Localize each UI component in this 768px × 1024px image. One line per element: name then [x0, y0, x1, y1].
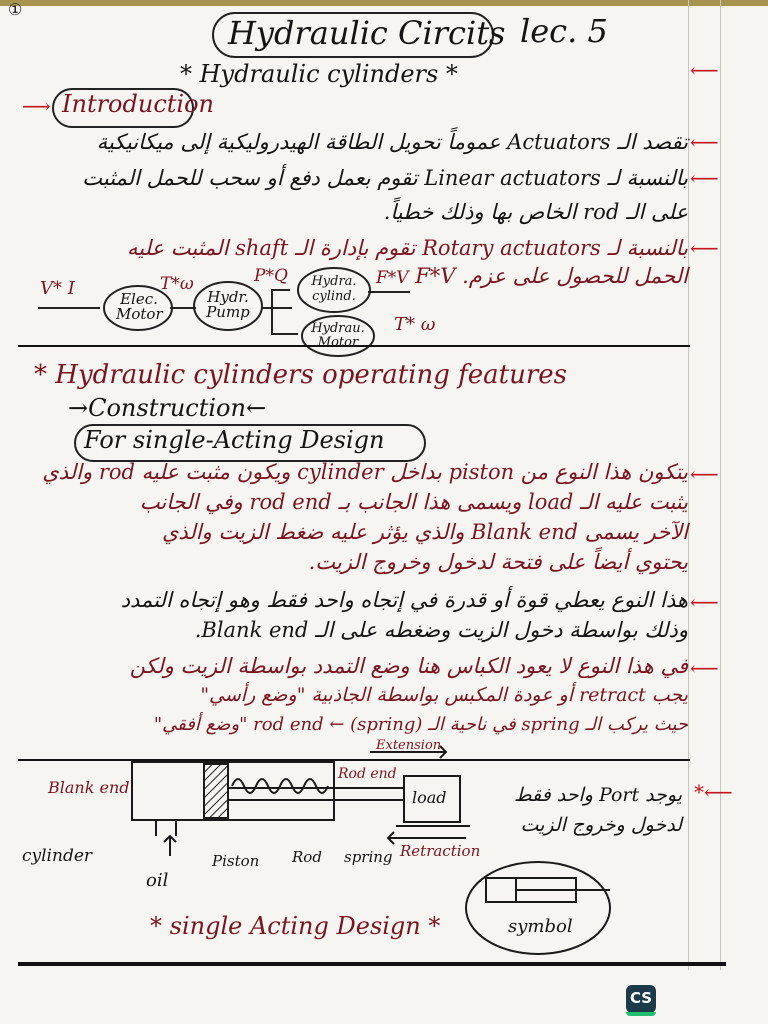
rod-label: Rod [292, 848, 322, 866]
intro-line-3: على الـ rod الخاص بها وذلك خطياً. [383, 200, 688, 224]
cylinder-body [132, 762, 334, 820]
lecture-label: lec. 5 [520, 12, 608, 50]
design-label: For single-Acting Design [84, 426, 385, 454]
flow-input-label: V* I [40, 278, 75, 299]
star-arrow-icon: *⟵ [694, 780, 733, 804]
flow-node-pump: Hydr. Pump [206, 288, 250, 321]
symbol-label: symbol [508, 916, 573, 937]
flow-link-1: T*ω [160, 274, 194, 294]
port-note: يوجد Port واحد فقط لدخول وخروج الزيت [513, 784, 682, 836]
retraction-label: Retraction [400, 842, 481, 860]
para1-line-2: يثبت عليه الـ load ويسمى هذا الجانب بـ rod end وفي الجانب [139, 490, 688, 514]
symbol-bubble [466, 862, 610, 954]
piston-head [204, 764, 228, 818]
cylinder-label: cylinder [22, 846, 93, 866]
intro-arrow-icon: ⟶ [22, 94, 51, 118]
para1-line-4: يحتوي أيضاً على فتحة لدخول وخروج الزيت. [308, 550, 688, 574]
flow-node-motor: Elec. Motor [116, 290, 163, 323]
margin-arrow-icon: ⟵ [690, 590, 719, 614]
oil-label: oil [146, 870, 169, 891]
margin-arrow-icon: ⟵ [690, 130, 719, 154]
para3-line-3: حيث يركب الـ spring في ناحية الـ rod end ← (spring) "وضع أفقي" [153, 714, 688, 735]
para3-line-2: يجب retract أو عودة المكبس بواسطة الجاذبية "وضع رأسي" [200, 684, 688, 706]
blank-end-label: Blank end [48, 778, 130, 797]
intro-line-5: الحمل للحصول على عزم. F*V [415, 264, 688, 288]
flow-node-cylinder: Hydra. cylind. [311, 274, 357, 304]
figure-caption: * single Acting Design * [150, 912, 441, 940]
construction-label: →Construction← [68, 394, 267, 422]
intro-line-2: بالنسبة لـ Linear actuators تقوم بعمل دفع أو سحب للحمل المثبت [82, 166, 688, 190]
load-label: load [412, 788, 447, 807]
camscanner-logo: CS [626, 985, 656, 1013]
para1-line-3: الآخر يسمى Blank end والذي يؤثر عليه ضغط الزيت والذي [161, 520, 688, 544]
intro-line-4: بالنسبة لـ Rotary actuators تقوم بإدارة الـ shaft المثبت عليه [126, 236, 688, 260]
flow-node-hyd-motor: Hydrau. Motor [311, 321, 365, 350]
page-number: ① [8, 0, 23, 19]
page-title: Hydraulic Circits [228, 14, 506, 52]
flow-link-2: P*Q [254, 266, 288, 286]
para2-line-1: هذا النوع يعطي قوة أو قدرة في إتجاه واحد فقط وهو إتجاه التمدد [120, 588, 688, 612]
margin-arrow-icon: ⟵ [690, 462, 719, 486]
bottom-rule [18, 962, 726, 966]
rod-end-label: Rod end [338, 766, 397, 782]
subtitle: * Hydraulic cylinders * [180, 60, 458, 88]
margin-arrow-icon: ⟵ [690, 166, 719, 190]
margin-arrow-icon: ⟵ [690, 58, 719, 82]
oil-arrow [164, 836, 176, 856]
extension-label: Extension [376, 738, 442, 753]
flow-out-4: T* ω [394, 314, 436, 335]
piston-label: Piston [212, 852, 260, 870]
section-heading: * Hydraulic cylinders operating features [34, 360, 567, 390]
flow-out-3: F*V [376, 268, 409, 288]
para2-line-2: وذلك بواسطة دخول الزيت وضغطه على الـ Blank end. [194, 618, 688, 642]
intro-line-1: تقصد الـ Actuators عموماً تحويل الطاقة الهيدروليكية إلى ميكانيكية [96, 130, 688, 154]
para3-line-1: في هذا النوع لا يعود الكباس هنا وضع التمدد بواسطة الزيت ولكن [129, 654, 688, 678]
intro-label: Introduction [62, 90, 214, 118]
margin-arrow-icon: ⟵ [690, 236, 719, 260]
margin-arrow-icon: ⟵ [690, 656, 719, 680]
para1-line-1: يتكون هذا النوع من piston بداخل cylinder ويكون مثبت عليه rod والذي [42, 460, 688, 484]
spring-label: spring [344, 848, 393, 866]
spring-coil [232, 779, 328, 793]
